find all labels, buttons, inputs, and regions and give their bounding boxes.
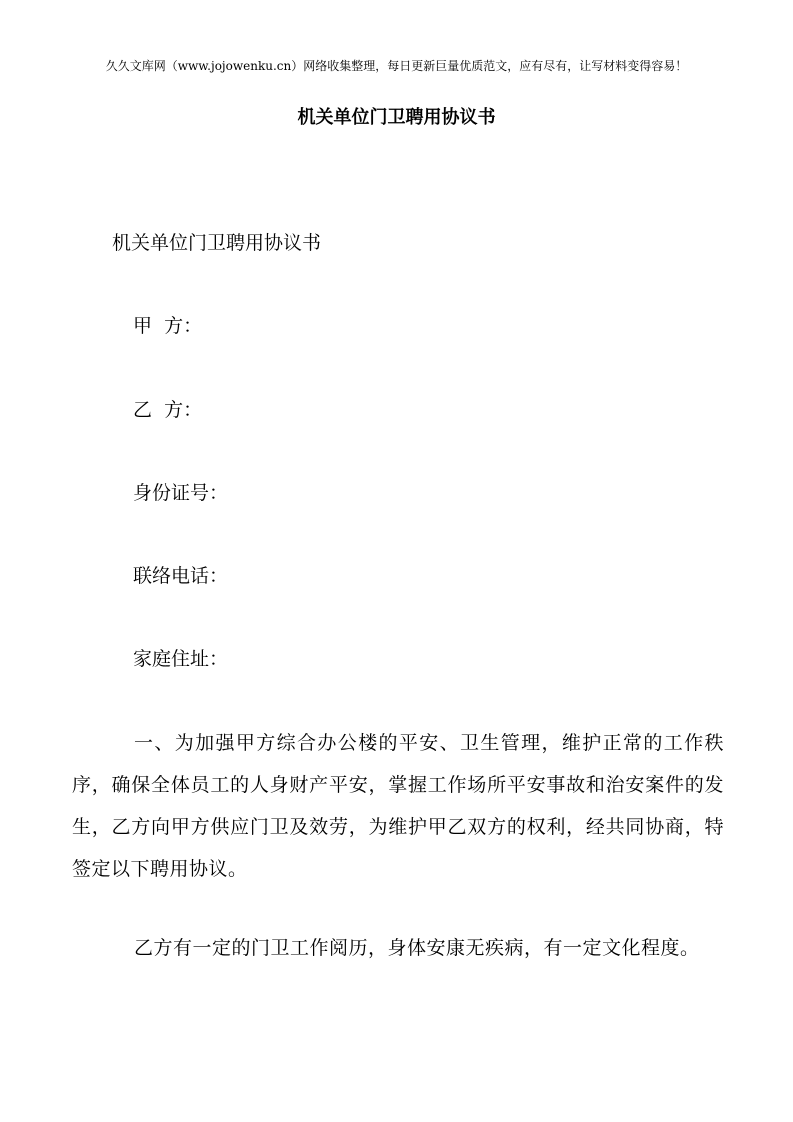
document-title: 机关单位门卫聘用协议书 bbox=[297, 107, 496, 128]
clause-one-paragraph: 一、为加强甲方综合办公楼的平安、卫生管理，维护正常的工作秩序，确保全体员工的人身财产平安，掌握工作场所平安事故和治安案件的发生，乙方向甲方供应门卫及效劳，为维护甲乙双方的权利，经共同协商，特签定以下聘用协议。 bbox=[72, 732, 724, 880]
document-subtitle: 机关单位门卫聘用协议书 bbox=[112, 232, 322, 254]
party-b-field: 乙 方： bbox=[133, 399, 203, 421]
qualification-paragraph: 乙方有一定的门卫工作阅历，身体安康无疾病，有一定文化程度。 bbox=[134, 937, 700, 959]
party-a-field: 甲 方： bbox=[133, 315, 203, 337]
header-note: 久久文库网（www.jojowenku.cn）网络收集整理，每日更新巨量优质范文，应有尽有，让写材料变得容易！ bbox=[105, 59, 688, 73]
phone-field: 联络电话： bbox=[133, 565, 229, 587]
id-number-field: 身份证号： bbox=[133, 482, 229, 504]
address-field: 家庭住址： bbox=[133, 648, 229, 670]
